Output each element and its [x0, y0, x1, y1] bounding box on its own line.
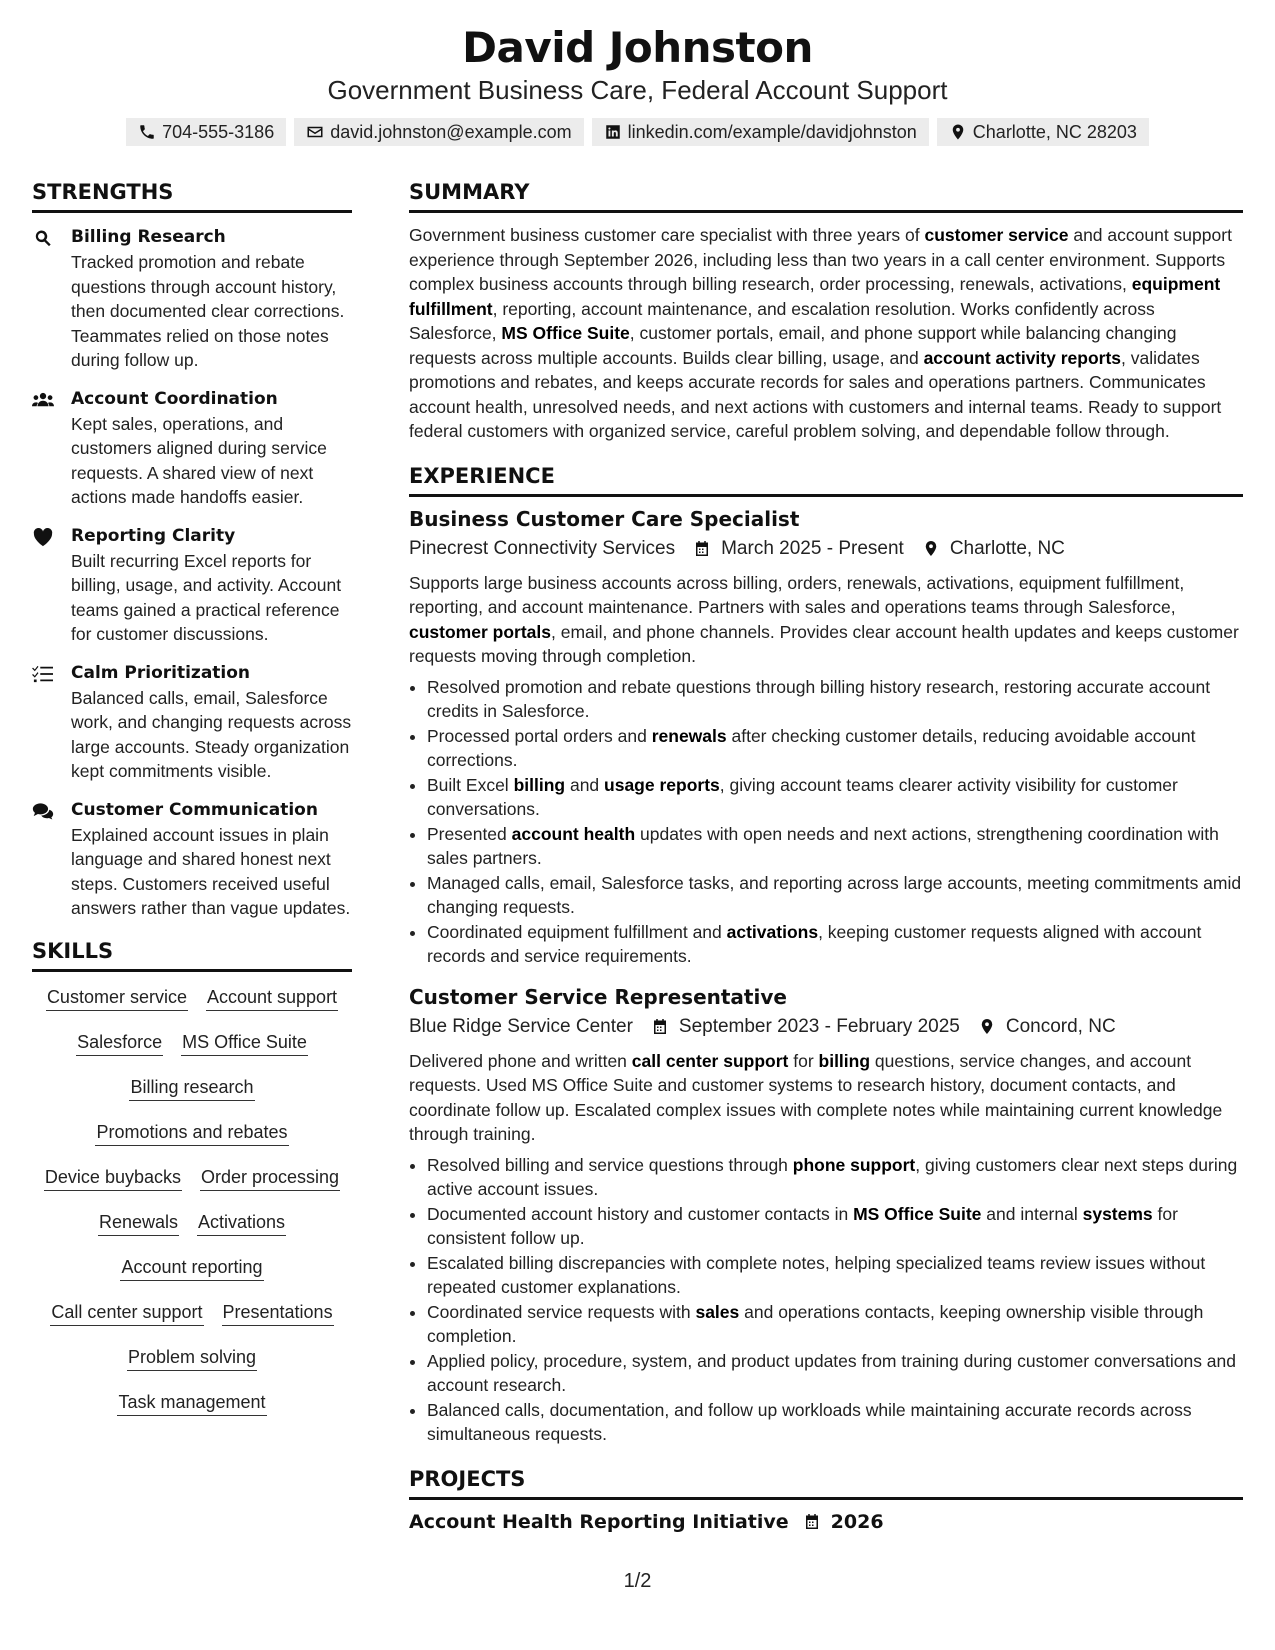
- bullet-item: [427, 920, 1243, 969]
- strength-title: Account Coordination: [71, 388, 278, 409]
- text-run: and internal: [981, 1203, 1083, 1224]
- job-meta: [409, 1013, 1243, 1041]
- job-company: Pinecrest Connectivity Services: [409, 537, 676, 559]
- strength-description: Balanced calls, email, Salesforce work, and changing requests across large accounts. Steady organization kept commitments visible.: [71, 687, 352, 781]
- skill-tag: Task management: [117, 1389, 266, 1416]
- strength-description: Built recurring Excel reports for billing, usage, and activity. Account teams gained a practical reference for customer discussions.: [71, 550, 342, 644]
- contact-email[interactable]: [294, 118, 583, 146]
- text-run: and: [565, 774, 605, 795]
- emphasized-text: activations: [726, 921, 819, 942]
- emphasized-text: renewals: [651, 725, 727, 746]
- phone-icon: [138, 123, 156, 141]
- calendar-icon: [651, 1017, 669, 1036]
- skill-row: [32, 1299, 352, 1344]
- chat-bubbles-icon: [32, 801, 54, 821]
- calendar-icon: [693, 539, 711, 558]
- skill-tag: Renewals: [98, 1209, 179, 1236]
- text-run: Presented: [427, 823, 512, 844]
- strength-description: Tracked promotion and rebate questions through account history, then documented clear corrections. Teammates relied on those notes during follow up.: [71, 252, 345, 370]
- job-bullets: [409, 675, 1243, 969]
- contact-linkedin-text: linkedin.com/example/davidjohnston: [627, 122, 917, 142]
- text-run: and account support experience through September 2026, including less than two years in a call center environment. Supports complex business accounts through billing research, order processing, renewals, activations,: [409, 225, 1232, 294]
- text-run: Managed calls, email, Salesforce tasks, and reporting across large accounts, meeting commitments amid changing requests.: [427, 872, 1242, 917]
- emphasized-text: systems: [1082, 1203, 1153, 1224]
- text-run: for: [788, 1050, 819, 1071]
- contact-location: [937, 118, 1149, 146]
- contact-phone[interactable]: [126, 118, 286, 146]
- job-bullets: [409, 1153, 1243, 1447]
- skill-tag: Presentations: [222, 1299, 334, 1326]
- emphasized-text: account activity reports: [923, 347, 1121, 368]
- strength-title: Calm Prioritization: [71, 662, 251, 683]
- job-summary: [409, 571, 1243, 669]
- skill-tag: Device buybacks: [44, 1164, 182, 1191]
- skill-row: [32, 1164, 352, 1209]
- bullet-item: [427, 871, 1243, 920]
- bullet-item: [427, 1300, 1243, 1349]
- project-title: Account Health Reporting Initiative: [409, 1510, 789, 1533]
- emphasized-text: usage reports: [604, 774, 720, 795]
- strength-title: Customer Communication: [71, 799, 318, 820]
- text-run: , giving account teams clearer activity visibility for customer conversations.: [427, 774, 1178, 819]
- text-run: for consistent follow up.: [427, 1203, 1178, 1248]
- bullet-item: [427, 1398, 1243, 1447]
- calendar-icon: [803, 1512, 821, 1531]
- strengths-heading: STRENGTHS: [32, 178, 352, 213]
- skill-row: [32, 1389, 352, 1434]
- heart-icon: [32, 527, 54, 547]
- strength-item: [32, 225, 352, 373]
- envelope-icon: [306, 123, 324, 141]
- skills-list: [32, 984, 352, 1434]
- text-run: Coordinated equipment fulfillment and: [427, 921, 727, 942]
- text-run: Processed portal orders and: [427, 725, 652, 746]
- project-year: 2026: [830, 1510, 884, 1533]
- job-company: Blue Ridge Service Center: [409, 1015, 633, 1037]
- strength-title: Reporting Clarity: [71, 525, 236, 546]
- job-summary: [409, 1049, 1243, 1147]
- emphasized-text: customer service: [924, 225, 1069, 245]
- strengths-list: [32, 225, 352, 921]
- strength-item: [32, 798, 352, 921]
- contact-bar: [0, 118, 1275, 146]
- bullet-item: [427, 675, 1243, 724]
- job-dates: September 2023 - February 2025: [678, 1015, 960, 1037]
- skill-tag: Promotions and rebates: [95, 1119, 288, 1146]
- skill-row: [32, 1119, 352, 1164]
- contact-email-text: david.johnston@example.com: [330, 122, 572, 142]
- strength-description: Kept sales, operations, and customers aligned during service requests. A shared view of next actions made handoffs easier.: [71, 413, 327, 507]
- job-entry: [409, 505, 1243, 969]
- text-run: Resolved billing and service questions through: [427, 1154, 793, 1175]
- emphasized-text: sales: [695, 1301, 740, 1322]
- strength-title: Billing Research: [71, 227, 226, 247]
- bullet-item: [427, 1153, 1243, 1202]
- text-run: Balanced calls, documentation, and follow up workloads while maintaining accurate records across simultaneous requests.: [427, 1399, 1192, 1444]
- emphasized-text: MS Office Suite: [853, 1203, 982, 1224]
- text-run: Coordinated service requests with: [427, 1301, 696, 1322]
- bullet-item: [427, 773, 1243, 822]
- text-run: Supports large business accounts across billing, orders, renewals, activations, equipment fulfillment, reporting, and account maintenance. Partners with sales and operations teams through Salesforce,: [409, 572, 1185, 617]
- job-title: Business Customer Care Specialist: [409, 506, 800, 531]
- skill-tag: MS Office Suite: [181, 1029, 308, 1056]
- emphasized-text: customer portals: [409, 621, 551, 642]
- summary-heading: SUMMARY: [409, 178, 1243, 213]
- summary-text: [409, 223, 1243, 444]
- skill-row: [32, 1029, 352, 1074]
- text-run: , reporting, account maintenance, and escalation resolution. Works confidently across Salesforce,: [409, 298, 1155, 343]
- experience-list: [409, 505, 1243, 1447]
- job-meta: [409, 535, 1243, 563]
- skill-tag: Activations: [197, 1209, 286, 1236]
- strength-item: [32, 387, 352, 510]
- skill-tag: Order processing: [200, 1164, 340, 1191]
- emphasized-text: equipment fulfillment: [409, 274, 1221, 319]
- emphasized-text: call center support: [631, 1050, 789, 1071]
- linkedin-icon: [604, 123, 622, 141]
- emphasized-text: phone support: [792, 1154, 916, 1175]
- text-run: Government business customer care specialist with three years of: [409, 225, 925, 245]
- bullet-item: [427, 1251, 1243, 1300]
- skill-tag: Problem solving: [127, 1344, 257, 1371]
- job-location: Charlotte, NC: [949, 537, 1065, 559]
- search-icon: [32, 228, 54, 248]
- bullet-item: [427, 724, 1243, 773]
- text-run: Escalated billing discrepancies with complete notes, helping specialized teams review issues without repeated customer explanations.: [427, 1252, 1206, 1297]
- text-run: Applied policy, procedure, system, and product updates from training during customer conversations and account research.: [427, 1350, 1236, 1395]
- skill-row: [32, 1074, 352, 1119]
- strength-description: Explained account issues in plain language and shared honest next steps. Customers received useful answers rather than vague updates.: [71, 824, 351, 918]
- right-column: [409, 178, 1243, 1536]
- text-run: , customer portals, email, and phone support while balancing changing requests across multiple accounts. Builds clear billing, usage, and: [409, 323, 1177, 368]
- project-item: [409, 1508, 1243, 1536]
- text-run: , email, and phone channels. Provides clear account health updates and keeps customer requests moving through completion.: [409, 621, 1239, 666]
- job-location: Concord, NC: [1005, 1015, 1116, 1037]
- text-run: Documented account history and customer contacts in: [427, 1203, 854, 1224]
- text-run: Resolved promotion and rebate questions through billing history research, restoring accurate account credits in Salesforce.: [427, 676, 1211, 721]
- text-run: after checking customer details, reducing avoidable account corrections.: [427, 725, 1196, 770]
- job-entry: [409, 983, 1243, 1447]
- map-marker-icon: [978, 1017, 996, 1036]
- bullet-item: [427, 1202, 1243, 1251]
- bullet-item: [427, 822, 1243, 871]
- skill-tag: Customer service: [46, 984, 188, 1011]
- skill-row: [32, 1209, 352, 1254]
- skill-row: [32, 1344, 352, 1389]
- text-run: , giving customers clear next steps during active account issues.: [427, 1154, 1238, 1199]
- map-marker-icon: [949, 123, 967, 141]
- text-run: , validates promotions and rebates, and keeps accurate records for sales and operations partners. Communicates account health, unresolved needs, and next actions with customers and internal teams. Ready to support federal customers with organized service, careful problem solving, and dependable follow through.: [409, 347, 1222, 441]
- job-dates: March 2025 - Present: [721, 537, 904, 559]
- experience-heading: EXPERIENCE: [409, 462, 1243, 497]
- strength-item: [32, 524, 352, 647]
- skill-tag: Call center support: [50, 1299, 203, 1326]
- task-list-icon: [32, 664, 54, 684]
- skill-row: [32, 984, 352, 1029]
- skills-heading: SKILLS: [32, 937, 352, 972]
- skill-tag: Account support: [206, 984, 338, 1011]
- page-number: 1/2: [623, 1570, 652, 1592]
- text-run: , keeping customer requests aligned with account records and service requirements.: [427, 921, 1202, 966]
- strength-item: [32, 661, 352, 784]
- skill-row: [32, 1254, 352, 1299]
- text-run: Delivered phone and written: [409, 1050, 632, 1071]
- map-marker-icon: [922, 539, 940, 558]
- emphasized-text: MS Office Suite: [501, 323, 630, 343]
- bullet-item: [427, 1349, 1243, 1398]
- skill-tag: Billing research: [129, 1074, 254, 1101]
- text-run: Built Excel: [427, 774, 514, 795]
- job-title: Customer Service Representative: [409, 984, 787, 1009]
- projects-heading: PROJECTS: [409, 1465, 1243, 1500]
- emphasized-text: billing: [513, 774, 566, 795]
- resume-header: [0, 22, 1275, 146]
- contact-linkedin[interactable]: [592, 118, 929, 146]
- skill-tag: Account reporting: [120, 1254, 263, 1281]
- contact-location-text: Charlotte, NC 28203: [972, 122, 1137, 142]
- contact-phone-text: 704-555-3186: [162, 122, 275, 142]
- candidate-name: David Johnston: [462, 23, 813, 72]
- emphasized-text: account health: [511, 823, 636, 844]
- users-icon: [32, 390, 54, 410]
- text-run: questions, service changes, and account requests. Used MS Office Suite and customer systems to research history, document contacts, and coordinate follow up. Escalated complex issues with complete notes while maintaining current knowledge through training.: [409, 1050, 1223, 1144]
- emphasized-text: billing: [818, 1050, 871, 1071]
- candidate-role: Government Business Care, Federal Account Support: [327, 75, 948, 105]
- skill-tag: Salesforce: [76, 1029, 163, 1056]
- left-column: [32, 178, 352, 1434]
- text-run: and operations contacts, keeping ownership visible through completion.: [427, 1301, 1204, 1346]
- text-run: updates with open needs and next actions, strengthening coordination with sales partners.: [427, 823, 1219, 868]
